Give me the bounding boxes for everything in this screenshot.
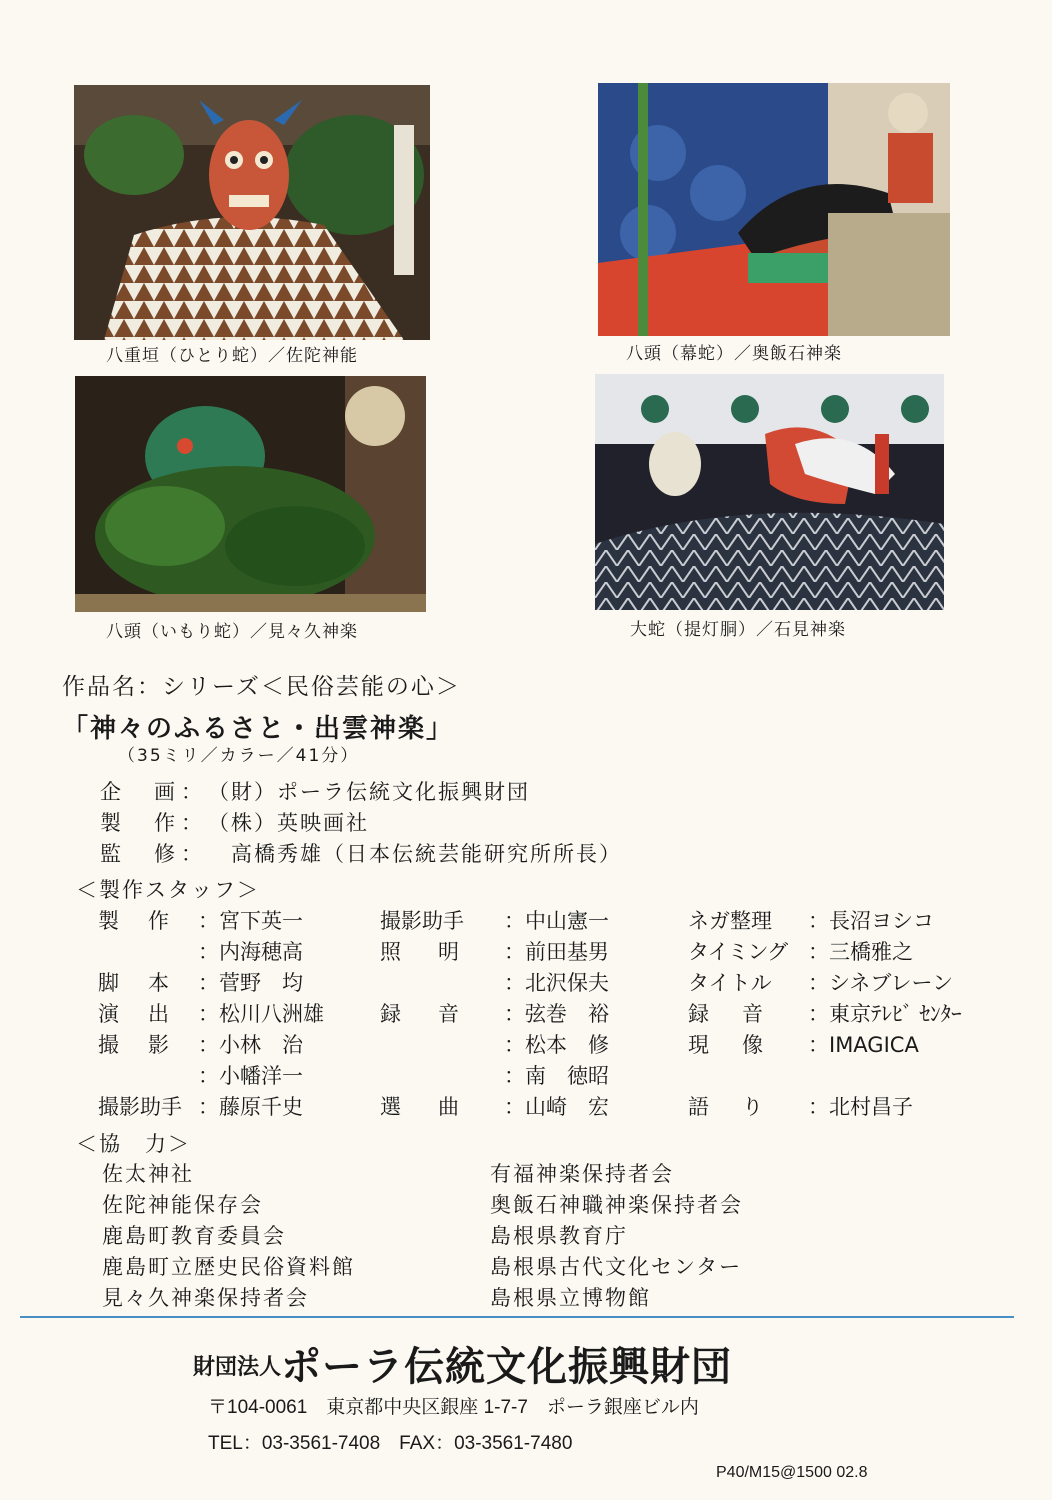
photo-caption: 八頭（いもり蛇）／見々久神楽 — [106, 622, 358, 642]
staff-name: ：東京ﾃﾚﾋﾞ ｾﾝﾀｰ — [808, 1002, 962, 1026]
credit-label: 企 画： — [100, 780, 208, 804]
cooperation-item: 島根県古代文化センター — [490, 1255, 743, 1279]
cooperation-column-1 — [102, 1158, 355, 1313]
staff-role — [380, 967, 504, 998]
staff-role: 演 出 — [98, 1002, 173, 1026]
staff-name: ：長沼ヨシコ — [808, 909, 934, 933]
staff-heading: ＜製作スタッフ＞ — [76, 878, 260, 902]
work-title: 「神々のふるさと・出雲神楽」 — [62, 714, 455, 744]
staff-role: 選 曲 — [380, 1095, 467, 1119]
photo-yatsugashira-imori — [75, 376, 426, 612]
staff-name: ：三橋雅之 — [808, 940, 913, 964]
staff-row — [688, 1091, 962, 1122]
staff-role: 録 音 — [380, 1002, 467, 1026]
staff-row — [98, 936, 324, 967]
credit-label: 監 修： — [100, 842, 208, 866]
staff-role: 照 明 — [380, 940, 467, 964]
photo-yatsugashira-imori-image — [75, 376, 426, 612]
staff-row — [688, 967, 962, 998]
cooperation-item: 佐陀神能保存会 — [102, 1193, 263, 1217]
staff-row — [98, 1060, 324, 1091]
staff-name: ：弦巻 裕 — [504, 1002, 609, 1026]
print-code: P40/M15@1500 02.8 — [716, 1464, 868, 1481]
work-spec: （35ミリ／カラー／41分） — [118, 746, 360, 766]
staff-column-2 — [380, 905, 609, 1122]
staff-role: 現 像 — [688, 1033, 769, 1057]
staff-row — [688, 936, 962, 967]
organization-prefix: 財団法人 — [193, 1355, 282, 1380]
staff-name: ：松本 修 — [504, 1033, 609, 1057]
staff-row — [98, 967, 324, 998]
staff-column-3 — [688, 905, 962, 1122]
credit-planning — [100, 776, 530, 806]
staff-row — [380, 967, 609, 998]
staff-role: 製 作 — [98, 909, 173, 933]
staff-name: ：菅野 均 — [198, 971, 303, 995]
staff-name: ：南 徳昭 — [504, 1064, 609, 1088]
photo-yatsugashira-maku-image — [598, 83, 950, 336]
staff-row — [688, 998, 962, 1029]
credit-value: （財）ポーラ伝統文化振興財団 — [208, 780, 530, 804]
cooperation-column-2 — [490, 1158, 743, 1313]
credit-value: 高橋秀雄（日本伝統芸能研究所所長） — [208, 842, 622, 866]
organization-name — [193, 1335, 732, 1392]
staff-name: ：松川八洲雄 — [198, 1002, 324, 1026]
staff-role: 撮影助手 — [98, 1095, 182, 1119]
staff-role: 語 り — [688, 1095, 769, 1119]
work-name-line: 作品名：シリーズ＜民俗芸能の心＞ — [62, 674, 461, 700]
cooperation-item: 奥飯石神職神楽保持者会 — [490, 1193, 743, 1217]
staff-name: ：北沢保夫 — [504, 971, 609, 995]
credit-production — [100, 807, 369, 837]
staff-role — [380, 1029, 504, 1060]
staff-name: ：前田基男 — [504, 940, 609, 964]
staff-row — [98, 1029, 324, 1060]
staff-row — [380, 905, 609, 936]
photo-caption: 大蛇（提灯胴）／石見神楽 — [630, 620, 846, 640]
staff-row — [380, 936, 609, 967]
staff-role: 録 音 — [688, 1002, 769, 1026]
staff-row — [380, 998, 609, 1029]
photo-orochi-chochin — [595, 374, 944, 610]
staff-row — [98, 1091, 324, 1122]
staff-name: ：小幡洋一 — [198, 1064, 303, 1088]
photo-yatsugashira-maku — [598, 83, 950, 336]
photo-yaegaki — [74, 85, 430, 340]
staff-role: 撮 影 — [98, 1033, 173, 1057]
staff-role: タイトル — [688, 971, 772, 995]
staff-role: ネガ整理 — [688, 909, 772, 933]
credit-value: （株）英映画社 — [208, 811, 369, 835]
photo-caption: 八頭（幕蛇）／奥飯石神楽 — [626, 344, 842, 364]
cooperation-item: 見々久神楽保持者会 — [102, 1286, 309, 1310]
cooperation-item: 島根県教育庁 — [490, 1224, 628, 1248]
photo-yaegaki-image — [74, 85, 430, 340]
staff-role: 撮影助手 — [380, 909, 464, 933]
staff-name: ：宮下英一 — [198, 909, 303, 933]
staff-name: ：IMAGICA — [808, 1033, 919, 1057]
staff-name: ：内海穂高 — [198, 940, 303, 964]
staff-name: ：小林 治 — [198, 1033, 303, 1057]
staff-row — [688, 1060, 962, 1091]
photo-orochi-chochin-image — [595, 374, 944, 610]
staff-role — [98, 1060, 198, 1091]
cooperation-item: 佐太神社 — [102, 1162, 194, 1186]
staff-name: ：中山憲一 — [504, 909, 609, 933]
staff-column-1 — [98, 905, 324, 1122]
tel-fax: TEL：03-3561-7408 FAX：03-3561-7480 — [208, 1433, 573, 1454]
staff-role — [380, 1060, 504, 1091]
staff-name: ：藤原千史 — [198, 1095, 303, 1119]
staff-role — [98, 936, 198, 967]
divider-rule — [20, 1316, 1014, 1318]
organization-main: ポーラ伝統文化振興財団 — [281, 1344, 733, 1390]
staff-row — [98, 905, 324, 936]
staff-row — [98, 998, 324, 1029]
staff-role — [688, 1060, 808, 1091]
cooperation-item: 島根県立博物館 — [490, 1286, 651, 1310]
cooperation-item: 鹿島町立歴史民俗資料館 — [102, 1255, 355, 1279]
cooperation-heading: ＜協 力＞ — [76, 1132, 191, 1156]
cooperation-item: 鹿島町教育委員会 — [102, 1224, 286, 1248]
photo-caption: 八重垣（ひとり蛇）／佐陀神能 — [106, 346, 358, 366]
address: 〒104-0061 東京都中央区銀座 1-7-7 ポーラ銀座ビル内 — [208, 1397, 699, 1418]
staff-role: タイミング — [688, 940, 788, 964]
staff-row — [688, 905, 962, 936]
staff-row — [380, 1091, 609, 1122]
staff-row — [380, 1060, 609, 1091]
staff-role: 脚 本 — [98, 971, 173, 995]
cooperation-item: 有福神楽保持者会 — [490, 1162, 674, 1186]
staff-row — [380, 1029, 609, 1060]
staff-row — [688, 1029, 962, 1060]
staff-name: ：北村昌子 — [808, 1095, 913, 1119]
staff-name: ：シネブレーン — [808, 971, 954, 995]
staff-name: ：山崎 宏 — [504, 1095, 609, 1119]
credit-label: 製 作： — [100, 811, 208, 835]
credit-supervision — [100, 838, 622, 868]
